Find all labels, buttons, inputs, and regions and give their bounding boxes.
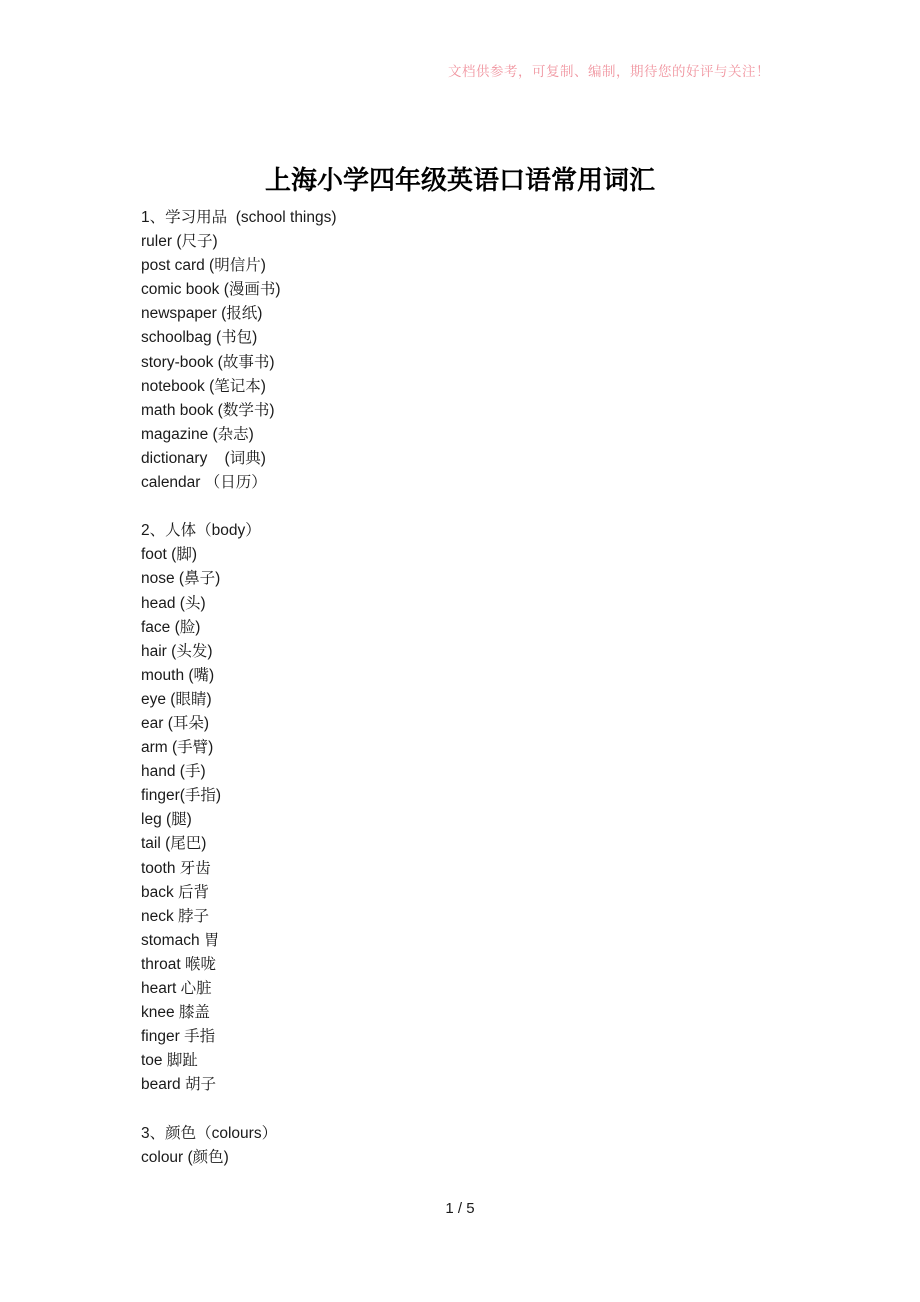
vocab-line: magazine (杂志) — [141, 425, 254, 443]
vocab-line: eye (眼睛) — [141, 690, 212, 708]
vocab-line: knee 膝盖 — [141, 1004, 210, 1022]
vocab-line: hand (手) — [141, 763, 206, 781]
section-heading: 3、颜色（colours） — [141, 1124, 278, 1142]
document-title: 上海小学四年级英语口语常用词汇 — [264, 165, 655, 195]
vocab-line: heart 心脏 — [141, 980, 212, 997]
section-heading: 2、人体（body） — [141, 522, 261, 540]
vocab-line: head (头) — [141, 594, 206, 612]
vocab-line: leg (腿) — [141, 811, 192, 829]
vocab-line: tooth 牙齿 — [141, 859, 211, 877]
page-number: 1 / 5 — [445, 1200, 475, 1217]
copy-permission-notice: 文档供参考，可复制、编制，期待您的好评与关注！ — [448, 64, 770, 79]
blank-line — [141, 1097, 800, 1121]
vocab-line: colour (颜色) — [141, 1148, 229, 1166]
vocab-line: post card (明信片) — [141, 257, 266, 275]
vocab-line: foot (脚) — [141, 546, 197, 564]
vocab-line: ear (耳朵) — [141, 714, 210, 732]
vocab-line: schoolbag (书包) — [141, 329, 258, 347]
vocab-line: stomach 胃 — [141, 931, 220, 949]
vocab-line: face (脸) — [141, 618, 201, 636]
vocab-line: dictionary (词典) — [141, 449, 266, 467]
vocab-line: notebook (笔记本) — [141, 377, 266, 395]
blank-line — [141, 495, 800, 519]
page-footer — [0, 1200, 920, 1217]
vocab-line: arm (手臂) — [141, 739, 214, 757]
vocab-line: beard 胡子 — [141, 1076, 216, 1094]
vocab-line: hair (头发) — [141, 642, 213, 660]
vocab-line: throat 喉咙 — [141, 955, 216, 973]
vocab-line: finger 手指 — [141, 1028, 216, 1046]
vocab-line: comic book (漫画书) — [141, 281, 281, 299]
vocab-line: tail (尾巴) — [141, 835, 207, 853]
vocab-line: ruler (尺子) — [141, 233, 218, 251]
vocab-line: math book (数学书) — [141, 401, 275, 419]
vocab-line: newspaper (报纸) — [141, 305, 263, 323]
vocab-line: finger(手指) — [141, 787, 222, 805]
vocab-line: neck 脖子 — [141, 907, 210, 925]
section-heading: 1、学习用品 (school things) — [141, 209, 337, 226]
vocab-line: story-book (故事书) — [141, 353, 275, 371]
vocab-line: calendar （日历） — [141, 474, 267, 492]
vocab-line: back 后背 — [141, 883, 210, 901]
vocab-line: toe 脚趾 — [141, 1052, 198, 1070]
vocab-line: mouth (嘴) — [141, 666, 215, 684]
vocab-line: nose (鼻子) — [141, 570, 221, 588]
vocab-list — [141, 206, 800, 1170]
